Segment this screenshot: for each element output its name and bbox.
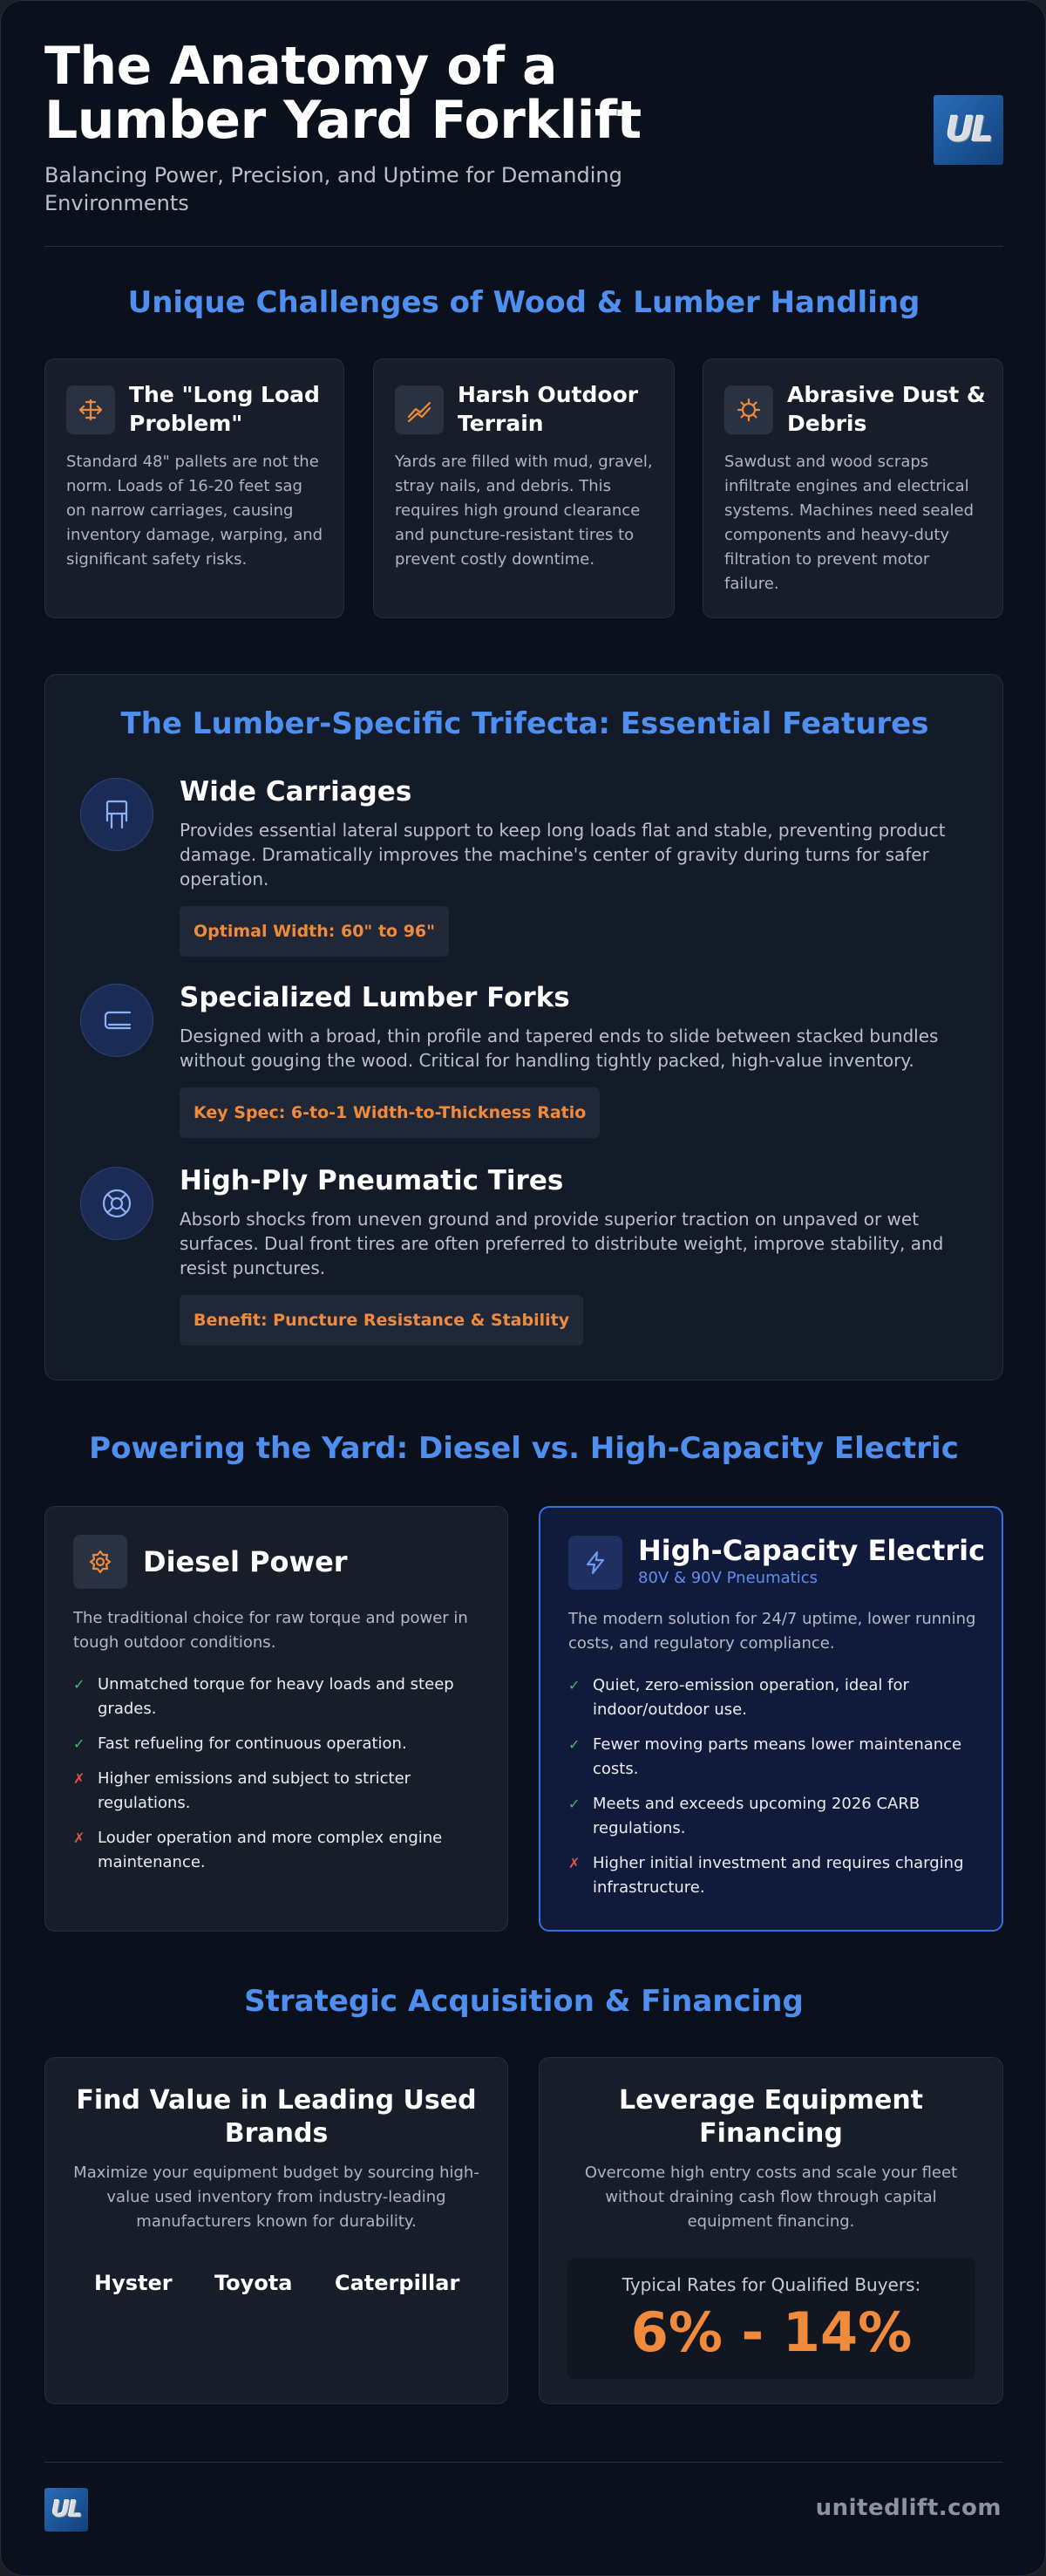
financing-text: Overcome high entry costs and scale your fleet without draining cash flow through capital equipment financing. — [584, 2164, 958, 2231]
trend-terrain-icon — [395, 385, 444, 434]
list-item: ✓ Fast refueling for continuous operation. — [73, 1732, 483, 1756]
check-icon: ✓ — [73, 1735, 85, 1752]
cross-icon: ✗ — [568, 1855, 581, 1871]
page-title — [44, 36, 707, 151]
electric-list — [568, 1673, 978, 1911]
carriage-icon — [80, 778, 153, 851]
list-item: ✓ Unmatched torque for heavy loads and steep grades. — [73, 1673, 483, 1721]
logo-lettering: UL — [51, 2497, 81, 2523]
feature-text: Absorb shocks from uneven ground and provide superior traction on unpaved or wet surfaces. Dual front tires are often preferred to distribute weight, improve stability, and resist punctures. — [180, 1209, 944, 1278]
rate-box — [567, 2259, 975, 2379]
challenge-title: The "Long Load Problem" — [129, 382, 320, 436]
check-icon: ✓ — [568, 1796, 581, 1812]
list-item: ✓ Meets and exceeds upcoming 2026 CARB regulations. — [568, 1792, 978, 1841]
logo-lettering: UL — [946, 110, 991, 150]
footer-website-link[interactable]: unitedlift.com — [815, 2495, 1002, 2521]
used-brands-title: Find Value in Leading Used Brands — [76, 2085, 477, 2149]
financing-title: Leverage Equipment Financing — [618, 2085, 924, 2149]
diesel-intro: The traditional choice for raw torque and power in tough outdoor conditions. — [73, 1609, 468, 1652]
check-icon: ✓ — [73, 1676, 85, 1693]
gear-icon — [724, 385, 773, 434]
tire-icon — [80, 1167, 153, 1240]
feature-text: Designed with a broad, thin profile and tapered ends to slide between stacked bundles without gouging the wood. Critical for handling tightly packed, high-value inventory. — [180, 1026, 939, 1071]
check-icon: ✓ — [568, 1736, 581, 1753]
challenge-card-dust — [703, 358, 1003, 618]
rate-value: 6% - 14% — [630, 2300, 913, 2364]
electric-title: High-Capacity Electric — [638, 1534, 986, 1567]
cross-icon: ✗ — [73, 1830, 85, 1846]
feature-spec-badge: Optimal Width: 60" to 96" — [180, 906, 449, 957]
challenge-text: Standard 48" pallets are not the norm. Loads of 16-20 feet sag on narrow carriages, causing inventory damage, warping, and significant safety risks. — [66, 453, 323, 569]
list-item: ✓ Fewer moving parts means lower maintenance costs. — [568, 1733, 978, 1782]
list-item: ✗ Louder operation and more complex engine maintenance. — [73, 1826, 483, 1875]
electric-card — [539, 1506, 1003, 1932]
diesel-list — [73, 1673, 483, 1885]
electric-intro: The modern solution for 24/7 uptime, lower running costs, and regulatory compliance. — [568, 1610, 976, 1653]
feature-title: Wide Carriages — [180, 776, 412, 808]
arrows-expand-icon — [66, 385, 115, 434]
financing-heading: Strategic Acquisition & Financing — [244, 1984, 804, 2019]
used-brands-card — [44, 2057, 508, 2404]
brand-hyster: Hyster — [94, 2271, 173, 2295]
challenge-card-terrain — [373, 358, 675, 618]
used-brands-text: Maximize your equipment budget by sourcing high-value used inventory from industry-leading manufacturers known for durability. — [73, 2164, 479, 2231]
list-item: ✓ Quiet, zero-emission operation, ideal for indoor/outdoor use. — [568, 1673, 978, 1722]
lightning-icon — [568, 1536, 622, 1590]
footer-divider — [44, 2462, 1003, 2463]
challenge-text: Sawdust and wood scraps infiltrate engines and electrical systems. Machines need sealed components and heavy-duty filtration to prevent motor failure. — [724, 453, 975, 593]
list-item: ✗ Higher initial investment and requires charging infrastructure. — [568, 1851, 978, 1900]
feature-text: Provides essential lateral support to keep long loads flat and stable, preventing product damage. Dramatically improves the machine's center of gravity during turns for safer operation. — [180, 820, 946, 889]
trifecta-panel — [44, 674, 1003, 1380]
brand-toyota: Toyota — [214, 2271, 293, 2295]
trifecta-heading: The Lumber-Specific Trifecta: Essential Features — [120, 706, 929, 741]
feature-title: High-Ply Pneumatic Tires — [180, 1165, 564, 1196]
electric-subtitle: 80V & 90V Pneumatics — [638, 1569, 818, 1587]
united-lift-logo[interactable] — [934, 95, 1003, 165]
engine-icon — [73, 1535, 127, 1589]
list-item: ✗ Higher emissions and subject to stricter regulations. — [73, 1767, 483, 1816]
financing-card — [539, 2057, 1003, 2404]
footer-logo[interactable] — [44, 2488, 88, 2532]
page-subtitle: Balancing Power, Precision, and Uptime for Demanding Environments — [44, 163, 622, 215]
title-line-1: The Anatomy of a — [44, 36, 557, 97]
challenge-text: Yards are filled with mud, gravel, stray nails, and debris. This requires high ground clearance and puncture-resistant tires to prevent costly downtime. — [395, 453, 653, 569]
title-line-2: Lumber Yard Forklift — [44, 90, 642, 151]
diesel-card — [44, 1506, 508, 1932]
challenges-heading: Unique Challenges of Wood & Lumber Handling — [127, 285, 920, 320]
header-divider — [44, 246, 1003, 247]
feature-spec-badge: Benefit: Puncture Resistance & Stability — [180, 1295, 583, 1346]
cross-icon: ✗ — [73, 1770, 85, 1787]
rate-label: Typical Rates for Qualified Buyers: — [621, 2274, 921, 2295]
brand-caterpillar: Caterpillar — [335, 2271, 460, 2295]
challenge-title: Harsh Outdoor Terrain — [458, 382, 639, 436]
feature-title: Specialized Lumber Forks — [180, 982, 570, 1013]
fork-icon — [80, 984, 153, 1057]
feature-spec-badge: Key Spec: 6-to-1 Width-to-Thickness Ratio — [180, 1087, 600, 1138]
power-heading: Powering the Yard: Diesel vs. High-Capacity Electric — [89, 1431, 959, 1466]
challenge-card-long-load — [44, 358, 344, 618]
check-icon: ✓ — [568, 1677, 581, 1693]
diesel-title: Diesel Power — [143, 1545, 348, 1578]
challenge-title: Abrasive Dust & Debris — [787, 382, 986, 436]
